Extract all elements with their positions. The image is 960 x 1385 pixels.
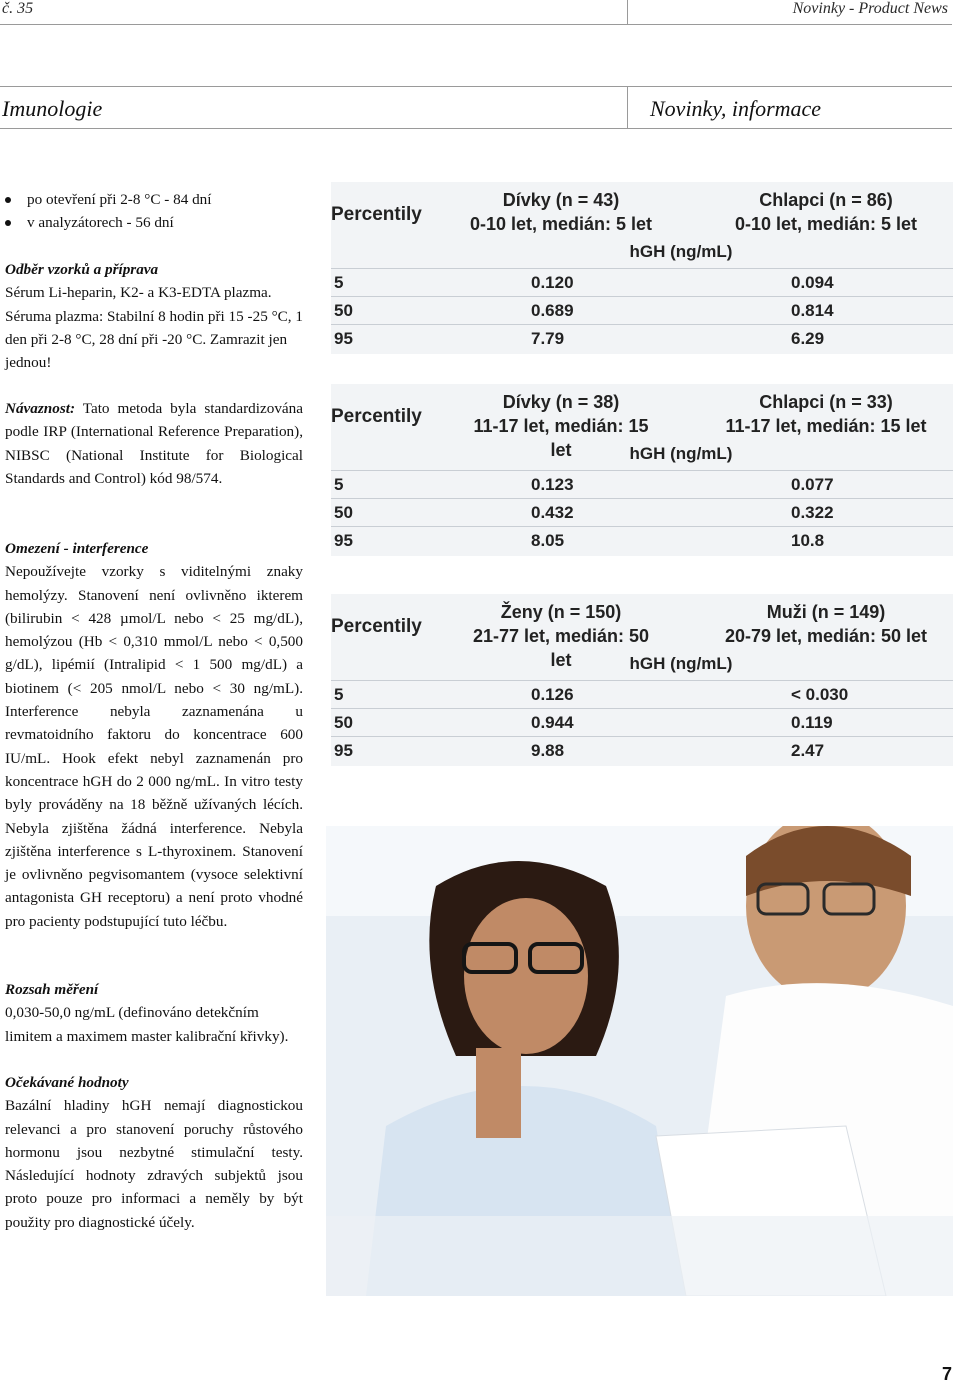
measuring-range-section — [5, 978, 303, 1048]
group-subtitle: 11-17 let, medián: 15 let — [473, 416, 649, 460]
value-cell: 2.47 — [791, 741, 825, 760]
group-subtitle: 0-10 let, medián: 5 let — [469, 214, 653, 234]
value-cell: 0.123 — [531, 475, 574, 494]
unit-label: hGH (ng/mL) — [629, 242, 733, 261]
interference-section — [5, 537, 303, 933]
reference-table-adolescents — [331, 384, 953, 556]
value-cell: 0.126 — [531, 685, 574, 704]
group-title: Chlapci (n = 86) — [759, 190, 893, 210]
percentile-cell: 5 — [334, 475, 344, 494]
group-boys-header — [711, 188, 941, 236]
page-number: 7 — [941, 1364, 952, 1384]
table-row — [331, 680, 953, 709]
interference-text: Nepoužívejte vzorky s viditelnými znaky hemolýzy. Stanovení není ovlivněno ikterem (bilirubin < 428 µmol/L nebo < 25 mg/dL), hemolýzou (Hb < 0,310 mmol/L nebo < 0,500 g/dL), lipémií (Intralipid < 1 500 mg/dL) a biotinem (< 205 nmol/L nebo < 30 ng/mL). Interference nebyla zaznamenána u revmatoidního faktoru do koncentrace 600 IU/mL. Hook efekt nebyl zaznamenán pro koncentrace hGH do 2 000 ng/mL. In vitro testy byly prováděny na 18 běžně užívaných lécích. Nebyla zjištěna žádná interference. Nebyla zjištěna interference s L-thyroxinem. Stanovení je ovlivněno pegvisomantem (vysoce selektivní antagonista GH receptoru) a není proto vhodné pro pacienty podstupující tuto léčbu. — [5, 563, 303, 930]
table-row — [331, 498, 953, 527]
traceability-section — [5, 397, 303, 490]
group-title: Ženy (n = 150) — [500, 602, 622, 622]
table-label: Percentily — [331, 204, 422, 225]
value-cell: 8.05 — [531, 531, 565, 550]
group-title: Dívky (n = 43) — [502, 190, 620, 210]
measuring-range-text: 0,030-50,0 ng/mL (definováno detekčním limitem a maximem master kalibrační křivky). — [5, 1004, 289, 1045]
value-cell: 0.944 — [531, 713, 574, 732]
section-title-left: Imunologie — [2, 96, 103, 121]
header-rule-top — [0, 24, 952, 25]
expected-values-text: Bazální hladiny hGH nemají diagnostickou relevanci a pro stanovení poruchy růstového hormonu jsou nezbytné stimulační testy. Následující hodnoty zdravých subjektů jsou proto pouze pro informaci a neměly by být použity pro diagnostické účely. — [5, 1097, 303, 1231]
reference-table-adults — [331, 594, 953, 766]
table-label: Percentily — [331, 616, 422, 637]
group-title: Muži (n = 149) — [766, 602, 886, 622]
sample-collection-section — [5, 258, 303, 374]
reference-table-children — [331, 182, 953, 354]
header-divider-top — [627, 0, 628, 24]
value-cell: 0.689 — [531, 301, 574, 320]
sample-collection-heading: Odběr vzorků a příprava — [5, 261, 159, 278]
value-cell: 0.814 — [791, 301, 834, 320]
table-row — [331, 526, 953, 555]
percentile-cell: 50 — [334, 713, 353, 732]
group-title: Dívky (n = 38) — [502, 392, 620, 412]
table-row — [331, 708, 953, 737]
percentile-cell: 95 — [334, 531, 353, 550]
section-title-right: Novinky, informace — [650, 96, 822, 121]
group-boys-header — [711, 390, 941, 438]
group-subtitle: 0-10 let, medián: 5 let — [734, 214, 918, 234]
percentile-cell: 95 — [334, 329, 353, 348]
value-cell: < 0.030 — [791, 685, 849, 704]
percentile-cell: 5 — [334, 685, 344, 704]
table-row — [331, 324, 953, 353]
table-row — [331, 470, 953, 499]
expected-values-heading: Očekávané hodnoty — [5, 1074, 129, 1091]
expected-values-section — [5, 1071, 303, 1234]
header-rule-middle — [0, 86, 952, 87]
percentile-cell: 95 — [334, 741, 353, 760]
table-row — [331, 736, 953, 765]
group-subtitle: 21-77 let, medián: 50 let — [472, 626, 650, 670]
value-cell: 0.322 — [791, 503, 834, 522]
header-divider-bottom — [627, 86, 628, 128]
unit-label: hGH (ng/mL) — [629, 444, 733, 463]
unit-label: hGH (ng/mL) — [629, 654, 733, 673]
lab-photo-illustration — [326, 826, 953, 1296]
sample-collection-text: Sérum Li-heparin, K2- a K3-EDTA plazma. Séruma plazma: Stabilní 8 hodin při 15 -25 °C, 1 den při 2-8 °C, 28 dní při -20 °C. Zamrazit jen jednou! — [5, 284, 303, 372]
storage-bullet-analyzer: v analyzátorech - 56 dní — [5, 211, 303, 234]
publication-title: Novinky - Product News — [792, 0, 948, 17]
value-cell: 0.077 — [791, 475, 834, 494]
traceability-heading: Návaznost: — [5, 400, 76, 417]
value-cell: 7.79 — [531, 329, 565, 348]
table-label: Percentily — [331, 406, 422, 427]
interference-heading: Omezení - interference — [5, 540, 149, 557]
value-cell: 0.120 — [531, 273, 574, 292]
group-title: Chlapci (n = 33) — [759, 392, 893, 412]
value-cell: 0.119 — [791, 713, 833, 732]
storage-list-block — [5, 188, 303, 235]
header-rule-bottom — [0, 128, 952, 129]
lab-photo — [326, 826, 953, 1296]
table-row — [331, 268, 953, 297]
table-row — [331, 296, 953, 325]
percentile-cell: 50 — [334, 301, 353, 320]
storage-list — [5, 188, 303, 235]
percentile-cell: 5 — [334, 273, 344, 292]
group-subtitle: 11-17 let, medián: 15 let — [725, 416, 927, 436]
value-cell: 6.29 — [791, 329, 825, 348]
value-cell: 10.8 — [791, 531, 825, 550]
value-cell: 0.094 — [791, 273, 834, 292]
issue-number: č. 35 — [2, 0, 34, 17]
group-girls-header — [461, 188, 661, 236]
value-cell: 0.432 — [531, 503, 574, 522]
percentile-cell: 50 — [334, 503, 353, 522]
traceability-text: Tato metoda byla standardizována podle IRP (International Reference Preparation), NIBSC (National Institute for Biological Standards and Control) kód 98/574. — [5, 400, 303, 487]
storage-bullet-opened: po otevření při 2-8 °C - 84 dní — [5, 188, 303, 211]
value-cell: 9.88 — [531, 741, 565, 760]
measuring-range-heading: Rozsah měření — [5, 981, 99, 998]
group-men-header — [711, 600, 941, 648]
group-subtitle: 20-79 let, medián: 50 let — [724, 626, 928, 646]
